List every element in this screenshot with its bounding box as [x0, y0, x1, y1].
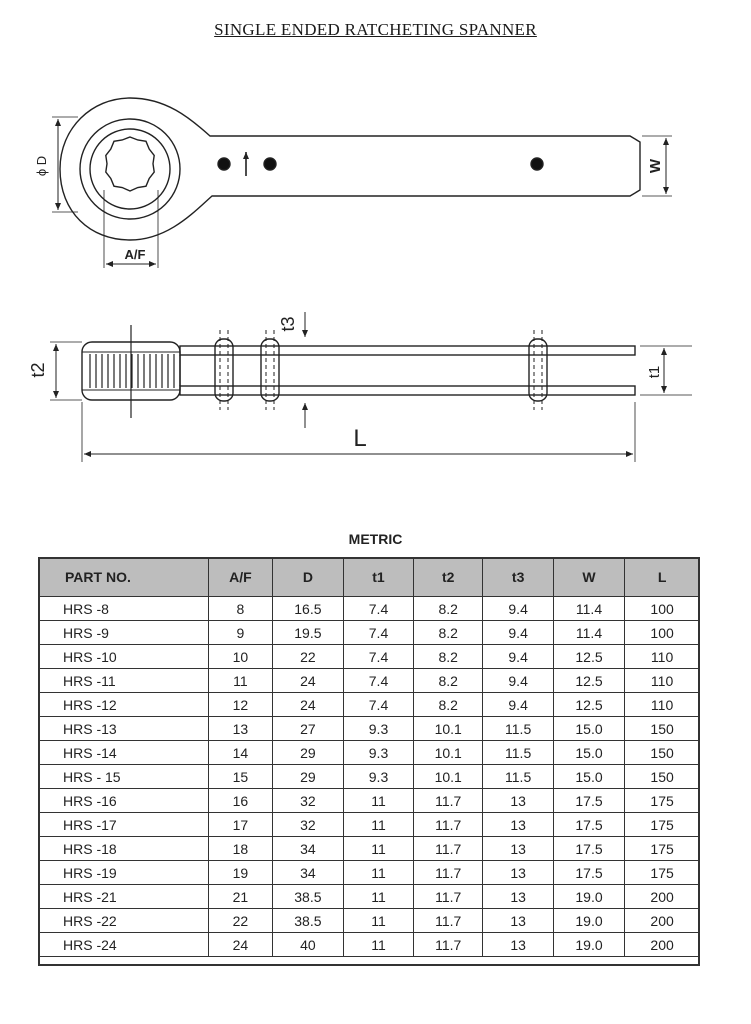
table-row	[39, 909, 700, 933]
table-cell: 7.4	[344, 645, 414, 669]
table-row	[39, 789, 700, 813]
table-cell: 10	[209, 645, 273, 669]
table-cell: 110	[625, 693, 700, 717]
table-cell: 9.4	[483, 597, 553, 621]
table-cell: HRS -16	[39, 789, 209, 813]
table-row	[39, 861, 700, 885]
table-cell: 11.7	[413, 861, 483, 885]
table-cell: 8.2	[413, 621, 483, 645]
table-cell: HRS -13	[39, 717, 209, 741]
table-cell: 11.7	[413, 789, 483, 813]
table-cell: 34	[272, 837, 343, 861]
table-cell: 8.2	[413, 597, 483, 621]
t3-label: t3	[278, 316, 298, 332]
table-cell: 29	[272, 741, 343, 765]
table-cell: 32	[272, 789, 343, 813]
table-cell: 19.5	[272, 621, 343, 645]
table-cell: 22	[272, 645, 343, 669]
table-cell: 8.2	[413, 693, 483, 717]
spanner-top-outline	[60, 98, 640, 240]
phi-d-label: ϕ D	[34, 155, 49, 177]
table-cell: 13	[483, 909, 553, 933]
table-cell: 19.0	[553, 933, 624, 957]
table-cell: HRS -19	[39, 861, 209, 885]
table-cell: HRS -18	[39, 837, 209, 861]
twelve-point-socket	[106, 137, 154, 191]
table-cell: 110	[625, 645, 700, 669]
table-cell: 200	[625, 909, 700, 933]
table-cell: 24	[209, 933, 273, 957]
head-ring-outer	[80, 119, 180, 219]
table-cell: 175	[625, 813, 700, 837]
table-cell: HRS -24	[39, 933, 209, 957]
table-cell: 16	[209, 789, 273, 813]
w-label: W	[647, 158, 664, 174]
table-cell: 100	[625, 621, 700, 645]
column-header: PART NO.	[39, 558, 209, 597]
table-cell: 11	[344, 813, 414, 837]
table-cell: 15.0	[553, 717, 624, 741]
rivet-1	[218, 158, 230, 170]
table-cell: 7.4	[344, 597, 414, 621]
table-cell: HRS -8	[39, 597, 209, 621]
top-view	[52, 98, 672, 268]
l-label: L	[353, 425, 367, 452]
column-header: t2	[413, 558, 483, 597]
table-cell: 29	[272, 765, 343, 789]
table-cell: 150	[625, 717, 700, 741]
table-cell: 10.1	[413, 741, 483, 765]
table-cell: 19.0	[553, 885, 624, 909]
table-cell: 175	[625, 789, 700, 813]
table-row	[39, 813, 700, 837]
table-cell: 14	[209, 741, 273, 765]
table-row	[39, 693, 700, 717]
rivet-3	[531, 158, 543, 170]
table-cell: 19	[209, 861, 273, 885]
table-cell: 11	[344, 789, 414, 813]
table-cell: 19.0	[553, 909, 624, 933]
table-cell: 17	[209, 813, 273, 837]
table-cell: 10.1	[413, 765, 483, 789]
table-cell: 11.7	[413, 909, 483, 933]
column-header: L	[625, 558, 700, 597]
table-cell: 7.4	[344, 669, 414, 693]
table-cell: HRS -9	[39, 621, 209, 645]
table-header-row	[39, 558, 700, 597]
table-cell: 38.5	[272, 885, 343, 909]
table-cell: 11	[344, 909, 414, 933]
table-row	[39, 933, 700, 957]
table-cell: 9.3	[344, 741, 414, 765]
table-cell: 15.0	[553, 741, 624, 765]
table-cell: 11	[344, 885, 414, 909]
table-cell: 11	[209, 669, 273, 693]
table-cell: 13	[483, 837, 553, 861]
table-cell: HRS -10	[39, 645, 209, 669]
table-cell: 9.4	[483, 693, 553, 717]
table-cell: 15	[209, 765, 273, 789]
table-row	[39, 741, 700, 765]
table-cell: 10.1	[413, 717, 483, 741]
column-header: A/F	[209, 558, 273, 597]
table-cell: HRS -12	[39, 693, 209, 717]
table-cell: 17.5	[553, 813, 624, 837]
table-row	[39, 765, 700, 789]
table-cell: 18	[209, 837, 273, 861]
gear-teeth	[90, 354, 174, 388]
table-cell: 40	[272, 933, 343, 957]
pin-1	[215, 339, 233, 401]
table-cell: 7.4	[344, 621, 414, 645]
lower-plate	[180, 386, 635, 395]
column-header: D	[272, 558, 343, 597]
table-cell: 13	[209, 717, 273, 741]
table-cell: 9.4	[483, 645, 553, 669]
table-cell: 200	[625, 885, 700, 909]
table-cell: HRS -22	[39, 909, 209, 933]
column-header: t1	[344, 558, 414, 597]
table-cell: 150	[625, 765, 700, 789]
column-header: t3	[483, 558, 553, 597]
table-cell: 8.2	[413, 645, 483, 669]
table-cell: 24	[272, 669, 343, 693]
table-cell: 9	[209, 621, 273, 645]
table-cell: 9.3	[344, 717, 414, 741]
table-cell: HRS -14	[39, 741, 209, 765]
table-cell: 11.4	[553, 621, 624, 645]
table-row	[39, 837, 700, 861]
table-cell: 11.7	[413, 933, 483, 957]
page-title: SINGLE ENDED RATCHETING SPANNER	[214, 20, 537, 39]
table-cell: 17.5	[553, 861, 624, 885]
table-row	[39, 717, 700, 741]
column-header: W	[553, 558, 624, 597]
table-cell: HRS -17	[39, 813, 209, 837]
table-cell: 13	[483, 789, 553, 813]
table-cell: 24	[272, 693, 343, 717]
table-cell: 11	[344, 861, 414, 885]
table-cell: 11.5	[483, 741, 553, 765]
table-cell: 22	[209, 909, 273, 933]
metric-spec-table	[38, 557, 700, 957]
table-cell: 21	[209, 885, 273, 909]
table-row	[39, 621, 700, 645]
table-cell: 27	[272, 717, 343, 741]
side-view	[50, 312, 692, 462]
table-cell: 8.2	[413, 669, 483, 693]
table-row	[39, 669, 700, 693]
table-cell: 7.4	[344, 693, 414, 717]
table-cell: 200	[625, 933, 700, 957]
table-cell: 32	[272, 813, 343, 837]
table-cell: 17.5	[553, 837, 624, 861]
table-cell: 150	[625, 741, 700, 765]
table-cell: 34	[272, 861, 343, 885]
table-cell: HRS - 15	[39, 765, 209, 789]
table-cell: 13	[483, 813, 553, 837]
table-row	[39, 885, 700, 909]
pin-2	[261, 339, 279, 401]
rivet-2	[264, 158, 276, 170]
table-cell: 15.0	[553, 765, 624, 789]
table-cell: 175	[625, 861, 700, 885]
table-row	[39, 645, 700, 669]
table-cell: 13	[483, 861, 553, 885]
table-cell: 12.5	[553, 693, 624, 717]
table-cell: 11.5	[483, 765, 553, 789]
table-title: METRIC	[348, 531, 403, 547]
table-cell: 100	[625, 597, 700, 621]
table-cell: HRS -21	[39, 885, 209, 909]
table-cell: HRS -11	[39, 669, 209, 693]
upper-plate	[180, 346, 635, 355]
table-cell: 13	[483, 933, 553, 957]
table-cell: 11.5	[483, 717, 553, 741]
table-cell: 13	[483, 885, 553, 909]
table-cell: 11.7	[413, 885, 483, 909]
table-cell: 11	[344, 933, 414, 957]
table-cell: 110	[625, 669, 700, 693]
table-cell: 12.5	[553, 669, 624, 693]
pin-3	[529, 339, 547, 401]
table-cell: 12.5	[553, 645, 624, 669]
table-cell: 175	[625, 837, 700, 861]
table-cell: 12	[209, 693, 273, 717]
table-cell: 11.4	[553, 597, 624, 621]
table-cell: 8	[209, 597, 273, 621]
table-cell: 9.4	[483, 621, 553, 645]
af-label: A/F	[124, 247, 146, 262]
table-row	[39, 597, 700, 621]
t2-label: t2	[28, 362, 48, 378]
table-cell: 9.4	[483, 669, 553, 693]
table-cell: 38.5	[272, 909, 343, 933]
table-cell: 11.7	[413, 837, 483, 861]
t1-label: t1	[646, 365, 663, 379]
table-cell: 11	[344, 837, 414, 861]
table-cell: 9.3	[344, 765, 414, 789]
table-cell: 16.5	[272, 597, 343, 621]
table-cell: 17.5	[553, 789, 624, 813]
table-cell: 11.7	[413, 813, 483, 837]
